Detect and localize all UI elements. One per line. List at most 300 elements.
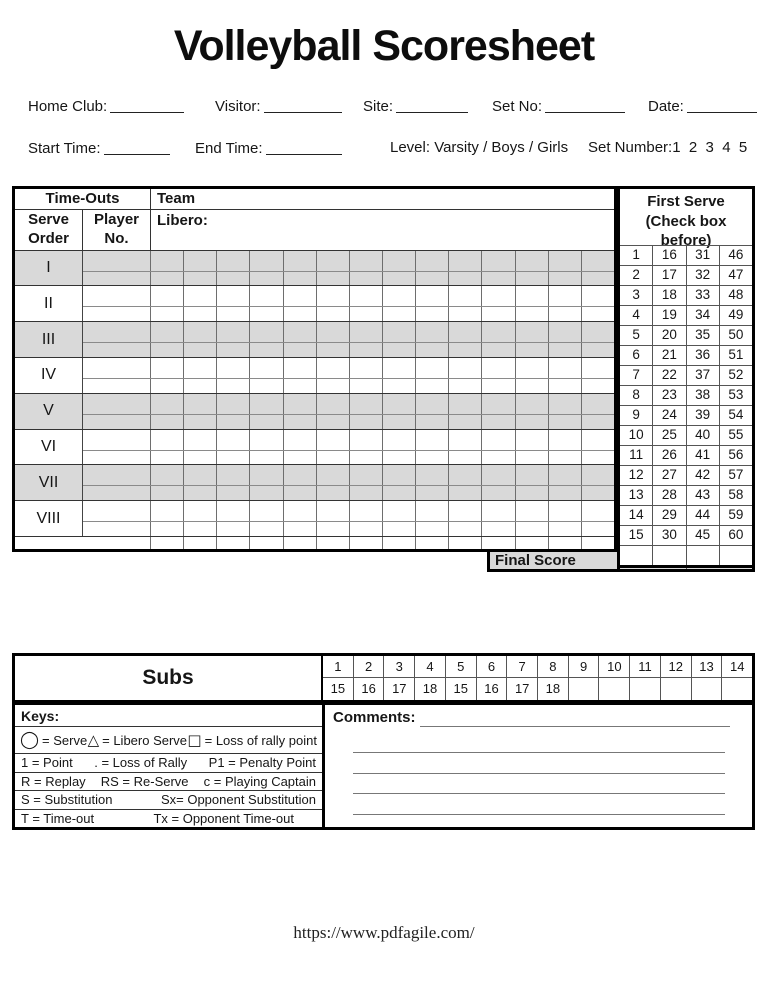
subs-cell-top[interactable]: 12 xyxy=(661,656,691,678)
first-serve-number-cell[interactable]: 38 xyxy=(687,386,720,405)
extra-rally-cell[interactable] xyxy=(284,537,317,549)
first-serve-number-cell[interactable]: 13 xyxy=(620,486,653,505)
extra-rally-cell[interactable] xyxy=(217,537,250,549)
first-serve-number-cell[interactable]: 23 xyxy=(653,386,686,405)
rally-cell[interactable] xyxy=(250,486,283,500)
rally-cell[interactable] xyxy=(482,322,515,342)
first-serve-number-cell[interactable]: 48 xyxy=(728,287,744,302)
rally-cell[interactable] xyxy=(516,251,549,271)
rally-cell[interactable] xyxy=(516,307,549,321)
rally-cell[interactable] xyxy=(250,415,283,429)
comments-first-line[interactable] xyxy=(420,726,730,727)
rally-cell[interactable] xyxy=(184,343,217,357)
rally-cell[interactable] xyxy=(416,465,449,485)
rally-cell[interactable] xyxy=(284,322,317,342)
first-serve-number-cell[interactable]: 35 xyxy=(687,326,720,345)
rally-cell[interactable] xyxy=(416,272,449,286)
subs-cell-top[interactable]: 1 xyxy=(323,656,353,678)
rally-cell[interactable] xyxy=(217,394,250,414)
extra-rally-cell[interactable] xyxy=(449,537,482,549)
rally-cell[interactable] xyxy=(350,394,383,414)
player-no-cell[interactable] xyxy=(83,486,151,500)
first-serve-number-cell[interactable]: 32 xyxy=(687,266,720,285)
first-serve-number-cell[interactable]: 16 xyxy=(653,246,686,265)
rally-cell[interactable] xyxy=(383,522,416,536)
rally-cell[interactable] xyxy=(217,343,250,357)
rally-cell[interactable] xyxy=(284,307,317,321)
rally-cell[interactable] xyxy=(482,286,515,306)
site-blank[interactable] xyxy=(396,97,468,113)
subs-cell-bottom[interactable]: 17 xyxy=(392,681,407,696)
player-no-cell[interactable] xyxy=(83,322,151,342)
rally-cell[interactable] xyxy=(482,451,515,465)
rally-cell[interactable] xyxy=(151,307,184,321)
rally-cell[interactable] xyxy=(549,358,582,378)
comment-line[interactable] xyxy=(353,773,725,774)
rally-cell[interactable] xyxy=(284,358,317,378)
subs-cell-bottom[interactable] xyxy=(630,678,660,700)
rally-cell[interactable] xyxy=(549,272,582,286)
rally-cell[interactable] xyxy=(582,394,614,414)
first-serve-number-cell[interactable]: 30 xyxy=(653,526,686,545)
first-serve-number-cell[interactable]: 44 xyxy=(687,506,720,525)
rally-cell[interactable] xyxy=(516,358,549,378)
rally-cell[interactable] xyxy=(317,307,350,321)
rally-cell[interactable] xyxy=(250,322,283,342)
rally-cell[interactable] xyxy=(317,379,350,393)
rally-cell[interactable] xyxy=(516,394,549,414)
extra-rally-cell[interactable] xyxy=(549,537,582,549)
rally-cell[interactable] xyxy=(582,343,614,357)
rally-cell[interactable] xyxy=(151,286,184,306)
rally-cell[interactable] xyxy=(549,322,582,342)
rally-cell[interactable] xyxy=(549,430,582,450)
rally-cell[interactable] xyxy=(516,501,549,521)
first-serve-number-cell[interactable]: 53 xyxy=(728,387,744,402)
rally-cell[interactable] xyxy=(317,522,350,536)
extra-rally-cell[interactable] xyxy=(317,537,350,549)
subs-cell-bottom[interactable]: 16 xyxy=(361,681,376,696)
rally-cell[interactable] xyxy=(482,486,515,500)
rally-cell[interactable] xyxy=(383,358,416,378)
rally-cell[interactable] xyxy=(151,379,184,393)
rally-cell[interactable] xyxy=(416,343,449,357)
rally-cell[interactable] xyxy=(383,465,416,485)
player-no-cell[interactable] xyxy=(83,272,151,286)
rally-cell[interactable] xyxy=(449,322,482,342)
first-serve-number-cell[interactable]: 37 xyxy=(687,366,720,385)
first-serve-number-cell[interactable]: 9 xyxy=(620,406,653,425)
rally-cell[interactable] xyxy=(449,486,482,500)
subs-cell-top[interactable]: 2 xyxy=(354,656,384,678)
rally-cell[interactable] xyxy=(350,486,383,500)
rally-cell[interactable] xyxy=(582,307,614,321)
rally-cell[interactable] xyxy=(250,358,283,378)
rally-cell[interactable] xyxy=(516,322,549,342)
first-serve-number-cell[interactable]: 3 xyxy=(620,286,653,305)
first-serve-number-cell[interactable]: 12 xyxy=(620,466,653,485)
rally-cell[interactable] xyxy=(482,272,515,286)
rally-cell[interactable] xyxy=(449,343,482,357)
rally-cell[interactable] xyxy=(250,522,283,536)
rally-cell[interactable] xyxy=(416,430,449,450)
rally-cell[interactable] xyxy=(516,286,549,306)
first-serve-number-cell[interactable] xyxy=(687,546,720,565)
rally-cell[interactable] xyxy=(482,465,515,485)
rally-cell[interactable] xyxy=(350,358,383,378)
first-serve-number-cell[interactable]: 33 xyxy=(687,286,720,305)
first-serve-number-cell[interactable]: 7 xyxy=(620,366,653,385)
final-score-cell[interactable] xyxy=(687,568,753,569)
subs-cell-bottom[interactable] xyxy=(599,678,629,700)
rally-cell[interactable] xyxy=(482,522,515,536)
rally-cell[interactable] xyxy=(217,322,250,342)
rally-cell[interactable] xyxy=(350,379,383,393)
rally-cell[interactable] xyxy=(350,451,383,465)
comment-line[interactable] xyxy=(353,793,725,794)
rally-cell[interactable] xyxy=(250,465,283,485)
rally-cell[interactable] xyxy=(250,430,283,450)
date-blank[interactable] xyxy=(687,97,757,113)
rally-cell[interactable] xyxy=(416,286,449,306)
rally-cell[interactable] xyxy=(250,451,283,465)
player-no-cell[interactable] xyxy=(83,251,151,271)
player-no-cell[interactable] xyxy=(83,501,151,521)
rally-cell[interactable] xyxy=(317,343,350,357)
first-serve-number-cell[interactable]: 20 xyxy=(653,326,686,345)
extra-rally-cell[interactable] xyxy=(350,537,383,549)
first-serve-number-cell[interactable] xyxy=(653,546,686,565)
rally-cell[interactable] xyxy=(516,272,549,286)
subs-cell-bottom[interactable] xyxy=(661,678,691,700)
rally-cell[interactable] xyxy=(549,451,582,465)
rally-cell[interactable] xyxy=(582,430,614,450)
rally-cell[interactable] xyxy=(184,286,217,306)
extra-rally-cell[interactable] xyxy=(482,537,515,549)
first-serve-number-cell[interactable]: 14 xyxy=(620,506,653,525)
first-serve-number-cell[interactable]: 55 xyxy=(728,427,744,442)
first-serve-number-cell[interactable]: 41 xyxy=(687,446,720,465)
set-number-options[interactable]: 1 2 3 4 5 xyxy=(672,139,748,156)
first-serve-number-cell[interactable]: 39 xyxy=(687,406,720,425)
rally-cell[interactable] xyxy=(549,379,582,393)
rally-cell[interactable] xyxy=(582,272,614,286)
first-serve-number-cell[interactable]: 36 xyxy=(687,346,720,365)
rally-cell[interactable] xyxy=(250,272,283,286)
rally-cell[interactable] xyxy=(184,307,217,321)
first-serve-number-cell[interactable]: 47 xyxy=(728,267,744,282)
first-serve-number-cell[interactable]: 52 xyxy=(728,367,744,382)
comment-line[interactable] xyxy=(353,752,725,753)
first-serve-number-cell[interactable]: 40 xyxy=(687,426,720,445)
player-no-cell[interactable] xyxy=(83,394,151,414)
extra-rally-cell[interactable] xyxy=(250,537,283,549)
first-serve-number-cell[interactable]: 49 xyxy=(728,307,744,322)
subs-cell-bottom[interactable] xyxy=(692,678,722,700)
rally-cell[interactable] xyxy=(383,486,416,500)
rally-cell[interactable] xyxy=(582,465,614,485)
rally-cell[interactable] xyxy=(350,465,383,485)
first-serve-number-cell[interactable]: 54 xyxy=(728,407,744,422)
rally-cell[interactable] xyxy=(250,379,283,393)
rally-cell[interactable] xyxy=(482,251,515,271)
first-serve-number-cell[interactable]: 34 xyxy=(687,306,720,325)
rally-cell[interactable] xyxy=(151,522,184,536)
rally-cell[interactable] xyxy=(549,307,582,321)
rally-cell[interactable] xyxy=(582,501,614,521)
rally-cell[interactable] xyxy=(284,486,317,500)
first-serve-number-cell[interactable]: 27 xyxy=(653,466,686,485)
subs-cell-bottom[interactable]: 15 xyxy=(330,681,346,696)
rally-cell[interactable] xyxy=(582,251,614,271)
first-serve-number-cell[interactable]: 11 xyxy=(620,446,653,465)
rally-cell[interactable] xyxy=(383,379,416,393)
first-serve-number-cell[interactable]: 21 xyxy=(653,346,686,365)
rally-cell[interactable] xyxy=(317,358,350,378)
extra-rally-cell[interactable] xyxy=(184,537,217,549)
rally-cell[interactable] xyxy=(582,379,614,393)
first-serve-number-cell[interactable]: 10 xyxy=(620,426,653,445)
rally-cell[interactable] xyxy=(516,415,549,429)
rally-cell[interactable] xyxy=(184,501,217,521)
first-serve-number-cell[interactable]: 42 xyxy=(687,466,720,485)
rally-cell[interactable] xyxy=(482,343,515,357)
rally-cell[interactable] xyxy=(284,465,317,485)
subs-cell-bottom[interactable]: 18 xyxy=(422,681,438,696)
rally-cell[interactable] xyxy=(482,358,515,378)
rally-cell[interactable] xyxy=(449,379,482,393)
rally-cell[interactable] xyxy=(184,358,217,378)
rally-cell[interactable] xyxy=(184,322,217,342)
first-serve-number-cell[interactable]: 18 xyxy=(653,286,686,305)
rally-cell[interactable] xyxy=(449,307,482,321)
rally-cell[interactable] xyxy=(549,486,582,500)
rally-cell[interactable] xyxy=(449,430,482,450)
subs-cell-top[interactable]: 10 xyxy=(599,656,629,678)
rally-cell[interactable] xyxy=(350,251,383,271)
rally-cell[interactable] xyxy=(151,501,184,521)
rally-cell[interactable] xyxy=(582,451,614,465)
player-no-cell[interactable] xyxy=(83,379,151,393)
first-serve-number-cell[interactable]: 25 xyxy=(653,426,686,445)
rally-cell[interactable] xyxy=(516,451,549,465)
rally-cell[interactable] xyxy=(416,486,449,500)
rally-cell[interactable] xyxy=(449,522,482,536)
rally-cell[interactable] xyxy=(317,286,350,306)
rally-cell[interactable] xyxy=(449,251,482,271)
rally-cell[interactable] xyxy=(317,394,350,414)
rally-cell[interactable] xyxy=(416,501,449,521)
rally-cell[interactable] xyxy=(151,415,184,429)
rally-cell[interactable] xyxy=(416,358,449,378)
player-no-cell[interactable] xyxy=(83,307,151,321)
subs-cell-top[interactable]: 14 xyxy=(722,656,752,678)
first-serve-number-cell[interactable]: 2 xyxy=(620,266,653,285)
player-no-cell[interactable] xyxy=(83,522,151,536)
rally-cell[interactable] xyxy=(151,272,184,286)
rally-cell[interactable] xyxy=(284,379,317,393)
first-serve-number-cell[interactable]: 6 xyxy=(620,346,653,365)
rally-cell[interactable] xyxy=(582,415,614,429)
rally-cell[interactable] xyxy=(383,430,416,450)
rally-cell[interactable] xyxy=(284,522,317,536)
rally-cell[interactable] xyxy=(416,307,449,321)
rally-cell[interactable] xyxy=(549,286,582,306)
rally-cell[interactable] xyxy=(284,430,317,450)
subs-cell-top[interactable]: 3 xyxy=(384,656,414,678)
rally-cell[interactable] xyxy=(449,501,482,521)
rally-cell[interactable] xyxy=(284,251,317,271)
subs-cell-top[interactable]: 4 xyxy=(415,656,445,678)
rally-cell[interactable] xyxy=(582,286,614,306)
first-serve-number-cell[interactable]: 59 xyxy=(728,507,744,522)
first-serve-number-cell[interactable]: 60 xyxy=(728,527,744,542)
first-serve-number-cell[interactable] xyxy=(620,546,653,565)
player-no-cell[interactable] xyxy=(83,465,151,485)
rally-cell[interactable] xyxy=(350,286,383,306)
rally-cell[interactable] xyxy=(383,501,416,521)
rally-cell[interactable] xyxy=(184,522,217,536)
rally-cell[interactable] xyxy=(516,486,549,500)
first-serve-number-cell[interactable]: 51 xyxy=(728,347,744,362)
rally-cell[interactable] xyxy=(184,251,217,271)
rally-cell[interactable] xyxy=(482,394,515,414)
rally-cell[interactable] xyxy=(317,415,350,429)
rally-cell[interactable] xyxy=(350,307,383,321)
rally-cell[interactable] xyxy=(217,451,250,465)
rally-cell[interactable] xyxy=(350,522,383,536)
rally-cell[interactable] xyxy=(350,501,383,521)
rally-cell[interactable] xyxy=(449,272,482,286)
rally-cell[interactable] xyxy=(284,451,317,465)
extra-rally-cell[interactable] xyxy=(416,537,449,549)
rally-cell[interactable] xyxy=(250,394,283,414)
rally-cell[interactable] xyxy=(416,394,449,414)
rally-cell[interactable] xyxy=(184,415,217,429)
visitor-blank[interactable] xyxy=(264,97,342,113)
rally-cell[interactable] xyxy=(549,522,582,536)
rally-cell[interactable] xyxy=(416,322,449,342)
rally-cell[interactable] xyxy=(516,379,549,393)
rally-cell[interactable] xyxy=(350,415,383,429)
rally-cell[interactable] xyxy=(217,286,250,306)
player-no-cell[interactable] xyxy=(83,286,151,306)
rally-cell[interactable] xyxy=(151,430,184,450)
rally-cell[interactable] xyxy=(284,286,317,306)
subs-cell-top[interactable]: 13 xyxy=(692,656,722,678)
rally-cell[interactable] xyxy=(151,486,184,500)
first-serve-number-cell[interactable]: 26 xyxy=(653,446,686,465)
rally-cell[interactable] xyxy=(383,286,416,306)
rally-cell[interactable] xyxy=(317,486,350,500)
rally-cell[interactable] xyxy=(284,501,317,521)
extra-rally-cell[interactable] xyxy=(383,537,416,549)
comment-line[interactable] xyxy=(353,814,725,815)
rally-cell[interactable] xyxy=(549,501,582,521)
subs-cell-bottom[interactable]: 16 xyxy=(484,681,499,696)
extra-rally-cell[interactable] xyxy=(516,537,549,549)
rally-cell[interactable] xyxy=(482,307,515,321)
first-serve-number-cell[interactable]: 8 xyxy=(620,386,653,405)
rally-cell[interactable] xyxy=(516,522,549,536)
first-serve-number-cell[interactable]: 28 xyxy=(653,486,686,505)
rally-cell[interactable] xyxy=(317,451,350,465)
first-serve-number-cell[interactable]: 45 xyxy=(687,526,720,545)
rally-cell[interactable] xyxy=(516,465,549,485)
first-serve-number-cell[interactable]: 46 xyxy=(728,247,744,262)
rally-cell[interactable] xyxy=(482,379,515,393)
home-club-blank[interactable] xyxy=(110,97,184,113)
rally-cell[interactable] xyxy=(549,415,582,429)
subs-cell-top[interactable]: 5 xyxy=(446,656,476,678)
rally-cell[interactable] xyxy=(416,379,449,393)
rally-cell[interactable] xyxy=(350,430,383,450)
rally-cell[interactable] xyxy=(184,394,217,414)
rally-cell[interactable] xyxy=(317,501,350,521)
rally-cell[interactable] xyxy=(383,415,416,429)
subs-cell-bottom[interactable]: 17 xyxy=(514,681,530,696)
extra-player-cell[interactable] xyxy=(83,537,151,549)
player-no-cell[interactable] xyxy=(83,415,151,429)
rally-cell[interactable] xyxy=(284,394,317,414)
rally-cell[interactable] xyxy=(416,251,449,271)
first-serve-number-cell[interactable]: 31 xyxy=(687,246,720,265)
rally-cell[interactable] xyxy=(350,322,383,342)
rally-cell[interactable] xyxy=(250,501,283,521)
rally-cell[interactable] xyxy=(184,430,217,450)
rally-cell[interactable] xyxy=(549,465,582,485)
rally-cell[interactable] xyxy=(217,307,250,321)
rally-cell[interactable] xyxy=(217,522,250,536)
player-no-cell[interactable] xyxy=(83,358,151,378)
rally-cell[interactable] xyxy=(284,343,317,357)
rally-cell[interactable] xyxy=(350,272,383,286)
rally-cell[interactable] xyxy=(250,286,283,306)
subs-cell-bottom[interactable]: 18 xyxy=(545,681,561,696)
rally-cell[interactable] xyxy=(184,465,217,485)
rally-cell[interactable] xyxy=(217,251,250,271)
subs-cell-top[interactable]: 6 xyxy=(477,656,507,678)
extra-rally-cell[interactable] xyxy=(151,537,184,549)
rally-cell[interactable] xyxy=(582,322,614,342)
rally-cell[interactable] xyxy=(317,465,350,485)
subs-cell-bottom[interactable] xyxy=(722,678,752,700)
rally-cell[interactable] xyxy=(151,465,184,485)
rally-cell[interactable] xyxy=(549,251,582,271)
rally-cell[interactable] xyxy=(549,343,582,357)
rally-cell[interactable] xyxy=(416,415,449,429)
rally-cell[interactable] xyxy=(250,343,283,357)
rally-cell[interactable] xyxy=(151,343,184,357)
first-serve-number-cell[interactable]: 29 xyxy=(653,506,686,525)
first-serve-number-cell[interactable]: 24 xyxy=(653,406,686,425)
rally-cell[interactable] xyxy=(582,358,614,378)
rally-cell[interactable] xyxy=(383,322,416,342)
rally-cell[interactable] xyxy=(250,251,283,271)
first-serve-number-cell[interactable]: 1 xyxy=(620,246,653,265)
rally-cell[interactable] xyxy=(217,430,250,450)
rally-cell[interactable] xyxy=(516,430,549,450)
subs-cell-top[interactable]: 11 xyxy=(630,656,660,678)
rally-cell[interactable] xyxy=(217,465,250,485)
rally-cell[interactable] xyxy=(416,522,449,536)
rally-cell[interactable] xyxy=(317,251,350,271)
rally-cell[interactable] xyxy=(482,501,515,521)
rally-cell[interactable] xyxy=(151,358,184,378)
first-serve-number-cell[interactable]: 43 xyxy=(687,486,720,505)
subs-cell-top[interactable]: 9 xyxy=(569,656,599,678)
first-serve-number-cell[interactable]: 5 xyxy=(620,326,653,345)
